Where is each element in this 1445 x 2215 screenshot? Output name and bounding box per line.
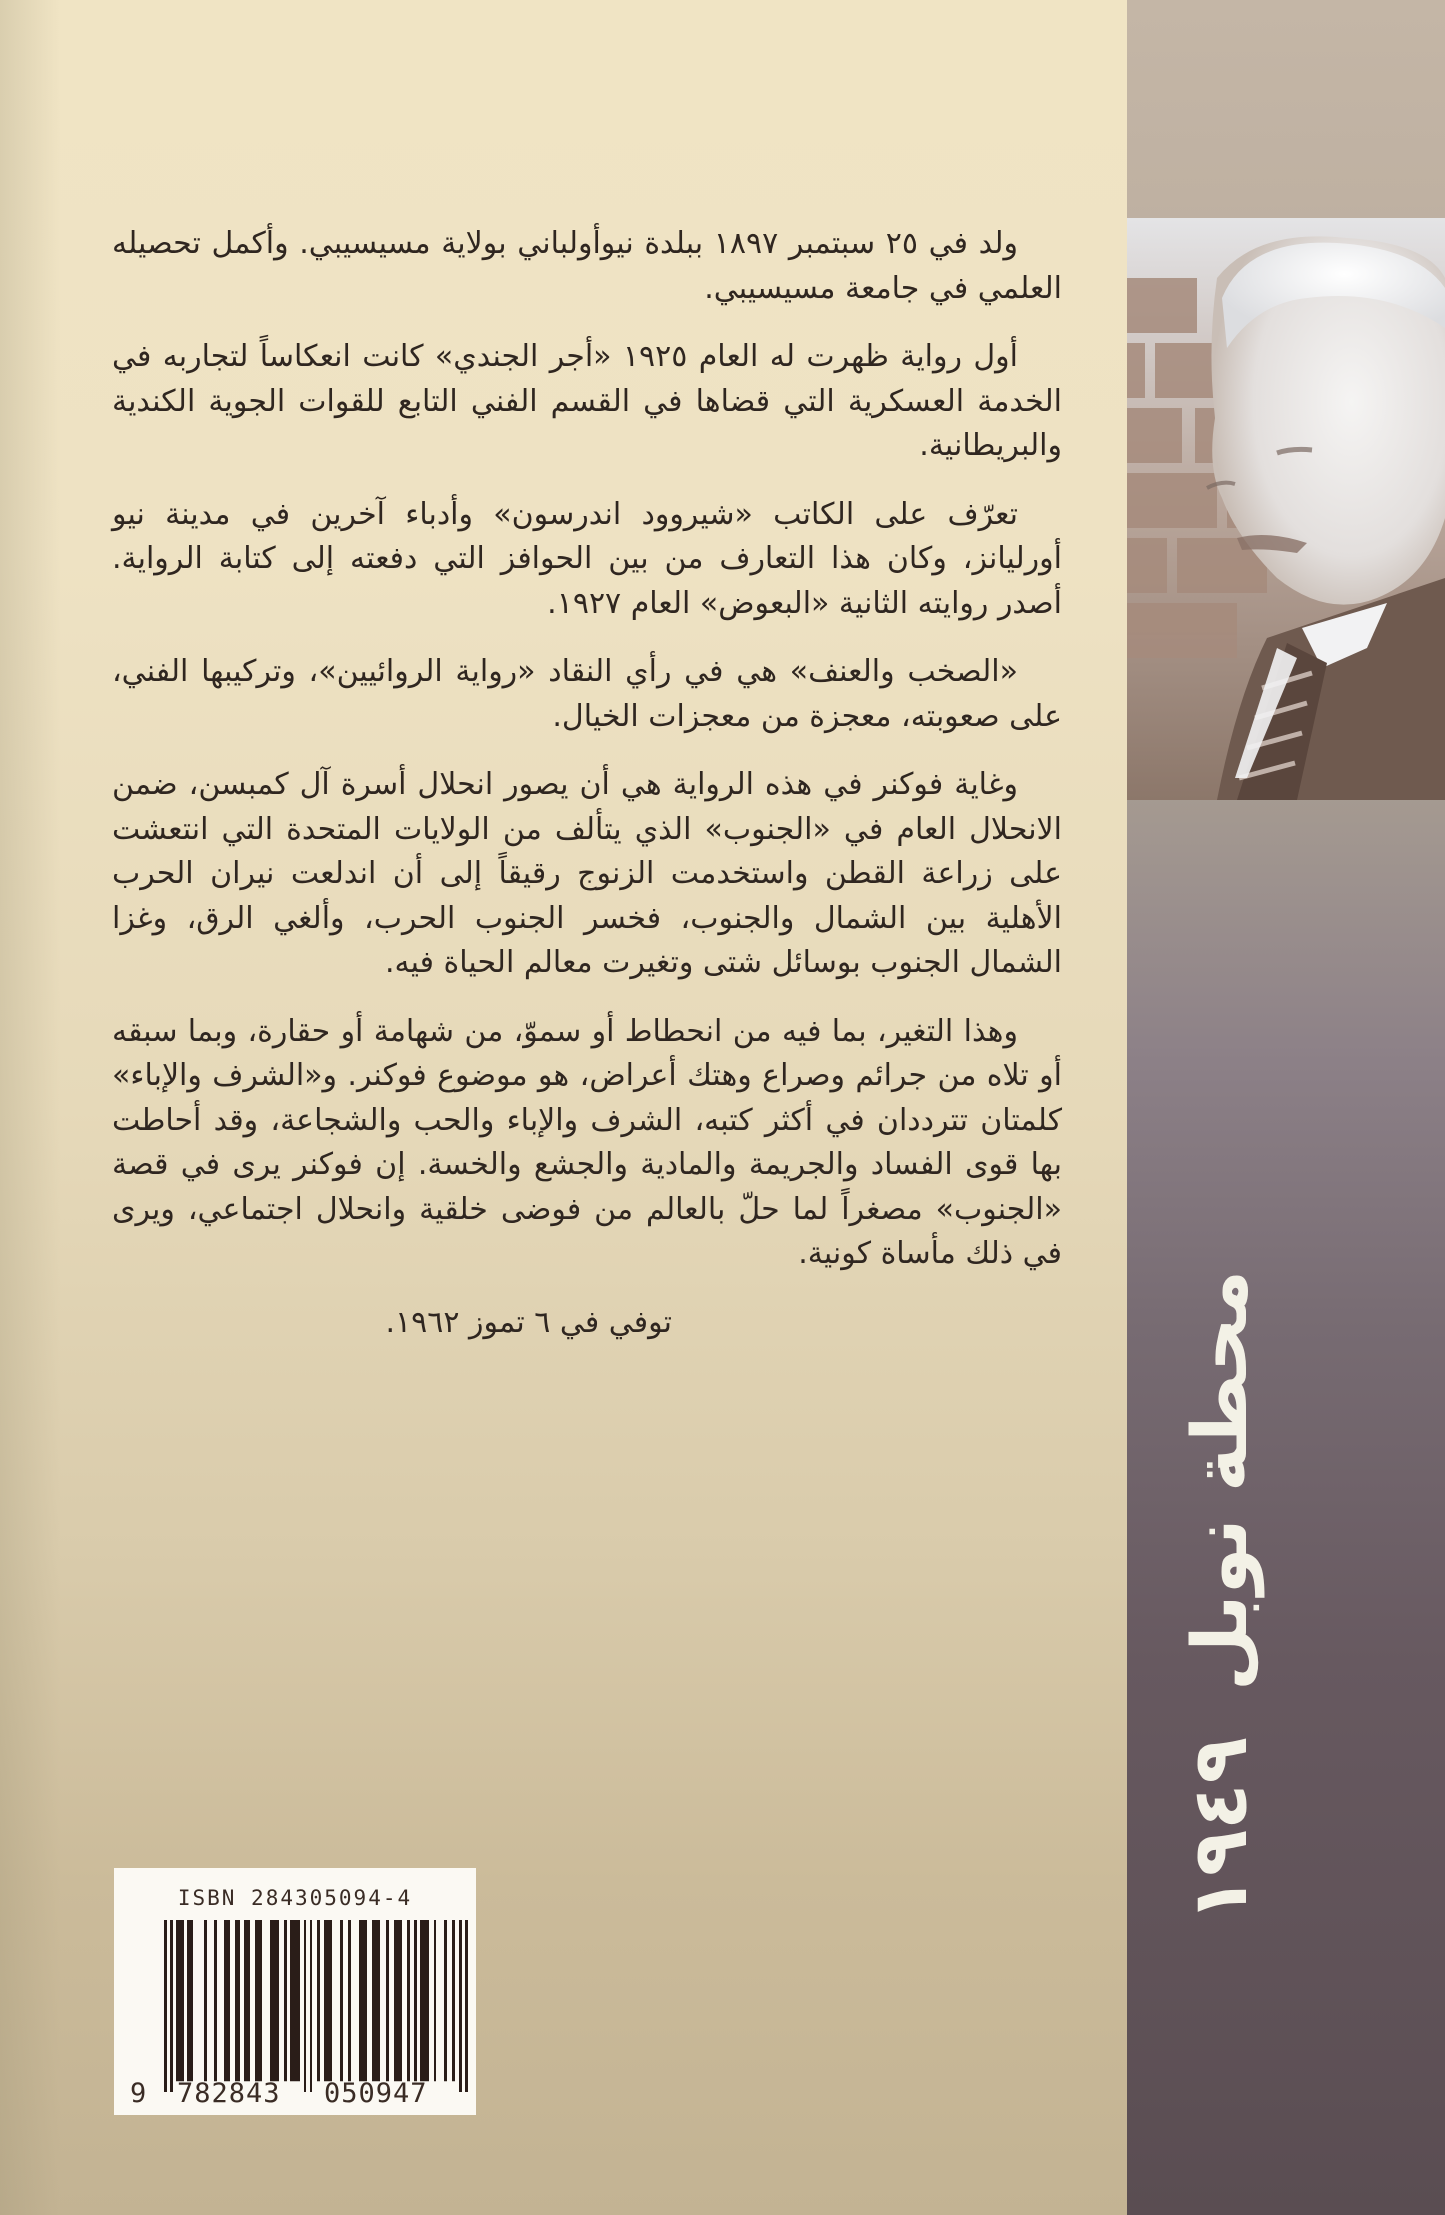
series-year: ١٩٤٩	[1175, 1736, 1264, 1923]
isbn-barcode-label	[114, 1868, 476, 2115]
ean-left-group: 782843	[177, 2078, 281, 2109]
series-name: محطة نوبل	[1175, 1270, 1264, 1691]
bio-paragraph-first-novel: أول رواية ظهرت له العام ١٩٢٥ «أجر الجندي» كانت انعكاساً لتجاربه في الخدمة العسكرية التي قضاها في القسم الفني التابع للقوات الجوية الكندية والبريطانية.	[112, 339, 1062, 463]
author-portrait	[1127, 218, 1445, 800]
bio-paragraph-south: وغاية فوكنر في هذه الرواية هي أن يصور انحلال أسرة آل كمبسن، ضمن الانحلال العام في «الجنوب» الذي يتألف من الولايات المتحدة التي انتعشت على زراعة القطن واستخدمت الزنوج رقيقاً إلى أن اندلعت نيران الحرب الأهلية بين الشمال والجنوب، فخسر الجنوب الحرب، وألغي الرق، وغزا الشمال الجنوب بوسائل شتى وتغيرت معالم الحياة فيه.	[112, 767, 1062, 980]
series-title	[1175, 1270, 1265, 2060]
author-biography	[112, 222, 1062, 1369]
bio-paragraph-birth: ولد في ٢٥ سبتمبر ١٨٩٧ ببلدة نيوأولباني بولاية مسيسيبي. وأكمل تحصيله العلمي في جامعة مسيسيبي.	[112, 226, 1062, 306]
ean-first-digit: 9	[130, 2078, 147, 2109]
barcode-icon	[164, 1920, 469, 2092]
ean-right-group: 050947	[324, 2078, 428, 2109]
isbn-number: ISBN 284305094-4	[177, 1886, 413, 1910]
bio-paragraph-themes: وهذا التغير، بما فيه من انحطاط أو سموّ، من شهامة أو حقارة، وبما سبقه أو تلاه من جرائم وصراع وهتك أعراض، هو موضوع فوكنر. و«الشرف والإباء» كلمتان تترددان في أكثر كتبه، الشرف والإباء والحب والشجاعة، وقد أحاطت بها قوى الفساد والجريمة والمادية والجشع والخسة. إن فوكنر يرى في قصة «الجنوب» مصغراً لما حلّ بالعالم من فوضى خلقية وانحلال اجتماعي، ويرى في ذلك مأساة كونية.	[112, 1013, 1062, 1271]
portrait-photo-icon	[1127, 218, 1445, 800]
bio-paragraph-anderson: تعرّف على الكاتب «شيروود اندرسون» وأدباء آخرين في مدينة نيو أورليانز، وكان هذا التعارف من بين الحوافز التي دفعته إلى كتابة الرواية. أصدر روايته الثانية «البعوض» العام ١٩٢٧.	[112, 496, 1062, 621]
bio-death-note: توفي في ٦ تموز ١٩٦٢.	[385, 1304, 672, 1340]
bio-paragraph-sound-and-fury: «الصخب والعنف» هي في رأي النقاد «رواية الروائيين»، وتركيبها الفني، على صعوبته، معجزة من معجزات الخيال.	[112, 654, 1062, 734]
